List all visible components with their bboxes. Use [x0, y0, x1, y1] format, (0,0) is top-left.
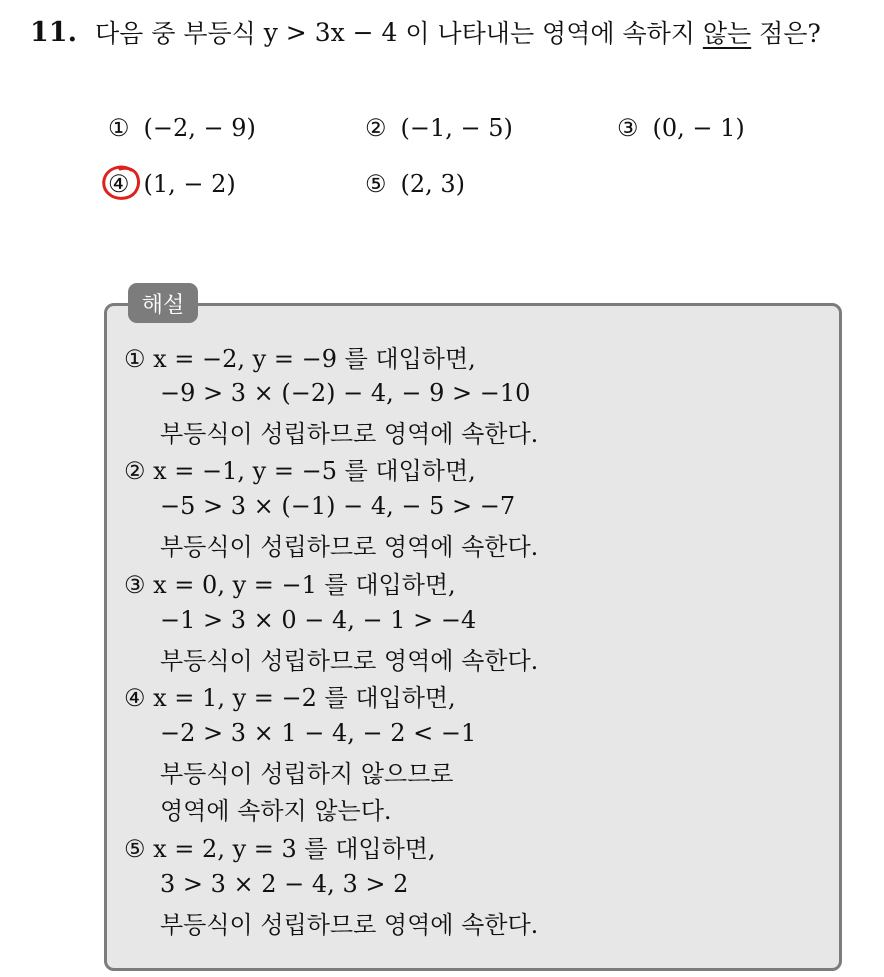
solution-line: ② x = −1, y = −5 를 대입하면,	[124, 456, 476, 485]
answer-circle-mark	[101, 164, 143, 202]
choice-5[interactable]	[365, 166, 465, 202]
choice-value: (−2, − 9)	[143, 114, 256, 142]
question-text-before: 다음 중 부등식	[94, 19, 256, 48]
solution-line: 부등식이 성립하므로 영역에 속한다.	[160, 419, 539, 448]
question-stem	[30, 12, 821, 52]
choice-3[interactable]	[617, 110, 745, 146]
question-text-after: 점은?	[759, 19, 821, 48]
solution-line: −1 > 3 × 0 − 4, − 1 > −4	[160, 606, 477, 634]
solution-line: 부등식이 성립하므로 영역에 속한다.	[160, 646, 539, 675]
solution-line: 부등식이 성립하므로 영역에 속한다.	[160, 910, 539, 939]
choice-number: ②	[365, 114, 387, 142]
choice-2[interactable]	[365, 110, 513, 146]
choice-number: ①	[108, 114, 130, 142]
solution-line: ① x = −2, y = −9 를 대입하면,	[124, 344, 476, 373]
question-emphasis: 않는	[702, 19, 752, 48]
choice-number: ④	[108, 170, 130, 198]
question-inequality: y > 3x − 4	[263, 17, 398, 47]
solution-line: 3 > 3 × 2 − 4, 3 > 2	[160, 870, 409, 898]
choice-value: (1, − 2)	[143, 170, 236, 198]
choice-value: (0, − 1)	[652, 114, 745, 142]
solution-label: 해설	[128, 283, 198, 323]
choice-1[interactable]	[108, 110, 256, 146]
solution-line: 부등식이 성립하므로 영역에 속한다.	[160, 532, 539, 561]
question-number: 11.	[30, 16, 77, 48]
choice-number: ⑤	[365, 170, 387, 198]
solution-line: 부등식이 성립하지 않으므로	[160, 759, 454, 788]
choice-number: ③	[617, 114, 639, 142]
solution-line: ④ x = 1, y = −2 를 대입하면,	[124, 683, 456, 712]
choice-value: (2, 3)	[400, 170, 466, 198]
solution-line: −5 > 3 × (−1) − 4, − 5 > −7	[160, 492, 516, 520]
solution-line: 영역에 속하지 않는다.	[160, 796, 392, 825]
solution-line: ③ x = 0, y = −1 를 대입하면,	[124, 570, 456, 599]
solution-line: ⑤ x = 2, y = 3 를 대입하면,	[124, 834, 436, 863]
solution-line: −9 > 3 × (−2) − 4, − 9 > −10	[160, 379, 531, 407]
question-text-middle: 이 나타내는 영역에 속하지	[405, 19, 695, 48]
choice-value: (−1, − 5)	[400, 114, 513, 142]
solution-line: −2 > 3 × 1 − 4, − 2 < −1	[160, 719, 477, 747]
